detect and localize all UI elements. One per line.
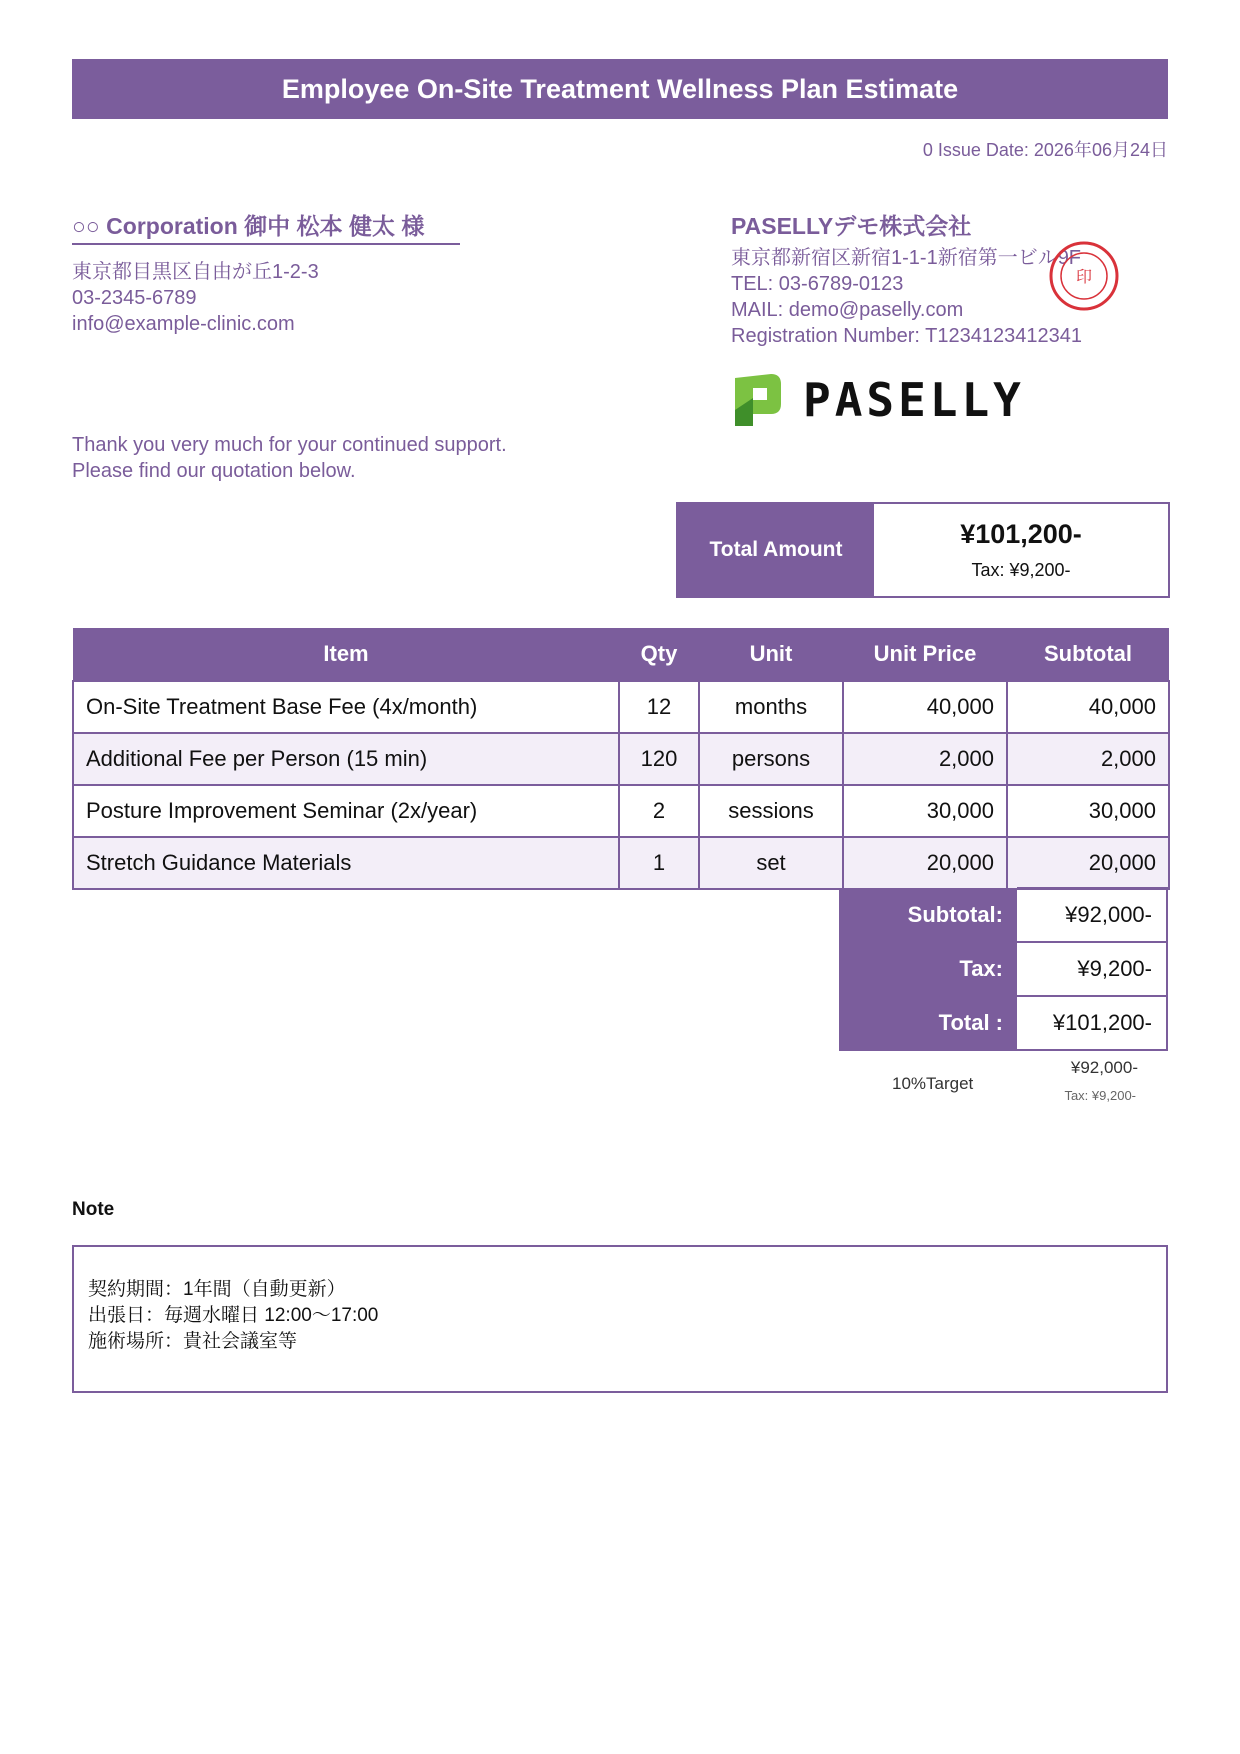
- svg-text:印: 印: [1075, 267, 1093, 286]
- cell-unit-price: 40,000: [843, 681, 1007, 733]
- client-block: [72, 212, 460, 337]
- greeting-line-1: Thank you very much for your continued support.: [72, 434, 507, 456]
- cell-qty: 1: [619, 837, 699, 889]
- summary-total-label: Total :: [839, 996, 1017, 1050]
- summary-tax-label: Tax:: [839, 942, 1017, 996]
- header-subtotal: Subtotal: [1007, 628, 1169, 681]
- tax-target-amount: ¥92,000-: [1070, 1058, 1138, 1077]
- paselly-logo-icon: [731, 370, 1061, 430]
- tax-target-tax: Tax: ¥9,200-: [1064, 1088, 1136, 1103]
- client-email: info@example-clinic.com: [72, 313, 295, 335]
- header-item: Item: [73, 628, 619, 681]
- summary-tax-value: ¥9,200-: [1017, 942, 1167, 996]
- summary-subtotal-label: Subtotal:: [839, 888, 1017, 942]
- company-address: 東京都新宿区新宿1-1-1新宿第一ビル9F: [731, 247, 1082, 269]
- header-unit: Unit: [699, 628, 843, 681]
- greeting: [72, 432, 507, 484]
- company-mail: MAIL: demo@paselly.com: [731, 299, 964, 321]
- note-line: 出張日：毎週水曜日 12:00〜17:00: [88, 1305, 379, 1326]
- company-tel: TEL: 03-6789-0123: [731, 273, 904, 295]
- cell-item: Posture Improvement Seminar (2x/year): [73, 785, 619, 837]
- note-line: 施術場所：貴社会議室等: [88, 1331, 298, 1352]
- total-amount-box: [676, 502, 1170, 598]
- table-row: [73, 837, 1169, 889]
- cell-qty: 12: [619, 681, 699, 733]
- summary-subtotal-value: ¥92,000-: [1017, 888, 1167, 942]
- note-lines: [74, 1247, 1166, 1385]
- cell-qty: 120: [619, 733, 699, 785]
- table-row: [73, 733, 1169, 785]
- note-title: Note: [72, 1199, 115, 1220]
- table-row: [73, 681, 1169, 733]
- total-tax-value: Tax: ¥9,200-: [971, 560, 1071, 580]
- cell-unit-price: 2,000: [843, 733, 1007, 785]
- table-row: [73, 785, 1169, 837]
- cell-unit: sessions: [699, 785, 843, 837]
- cell-item: Stretch Guidance Materials: [73, 837, 619, 889]
- company-registration: Registration Number: T1234123412341: [731, 325, 1082, 347]
- company-seal-icon: [1048, 240, 1120, 312]
- client-name: ○○ Corporation 御中 松本 健太 様: [72, 212, 460, 245]
- client-info: [72, 259, 460, 337]
- cell-unit-price: 30,000: [843, 785, 1007, 837]
- cell-unit: set: [699, 837, 843, 889]
- cell-unit-price: 20,000: [843, 837, 1007, 889]
- cell-item: On-Site Treatment Base Fee (4x/month): [73, 681, 619, 733]
- svg-text:PASELLY: PASELLY: [803, 373, 1025, 427]
- cell-item: Additional Fee per Person (15 min): [73, 733, 619, 785]
- cell-subtotal: 40,000: [1007, 681, 1169, 733]
- tax-target-label: 10%Target: [892, 1074, 974, 1093]
- summary-subtotal-row: [839, 888, 1167, 942]
- total-amount-label: Total Amount: [678, 504, 874, 596]
- company-name: PASELLYデモ株式会社: [731, 213, 972, 239]
- issue-date: 0 Issue Date: 2026年06月24日: [922, 140, 1168, 160]
- cell-subtotal: 20,000: [1007, 837, 1169, 889]
- cell-unit: months: [699, 681, 843, 733]
- client-address: 東京都目黒区自由が丘1-2-3: [72, 261, 319, 283]
- table-header-row: [73, 628, 1169, 681]
- cell-unit: persons: [699, 733, 843, 785]
- summary-tax-row: [839, 942, 1167, 996]
- greeting-line-2: Please find our quotation below.: [72, 460, 356, 482]
- header-unit-price: Unit Price: [843, 628, 1007, 681]
- note-box: [72, 1245, 1168, 1393]
- items-table: [72, 628, 1170, 890]
- cell-subtotal: 2,000: [1007, 733, 1169, 785]
- summary-total-row: [839, 996, 1167, 1050]
- header-qty: Qty: [619, 628, 699, 681]
- cell-subtotal: 30,000: [1007, 785, 1169, 837]
- document-title: Employee On-Site Treatment Wellness Plan Estimate: [72, 59, 1168, 119]
- total-amount-values: [874, 504, 1168, 596]
- client-phone: 03-2345-6789: [72, 287, 197, 309]
- total-amount-value: ¥101,200-: [960, 519, 1082, 549]
- note-line: 契約期間：1年間（自動更新）: [88, 1279, 346, 1300]
- cell-qty: 2: [619, 785, 699, 837]
- summary-table: [839, 887, 1168, 1051]
- summary-total-value: ¥101,200-: [1017, 996, 1167, 1050]
